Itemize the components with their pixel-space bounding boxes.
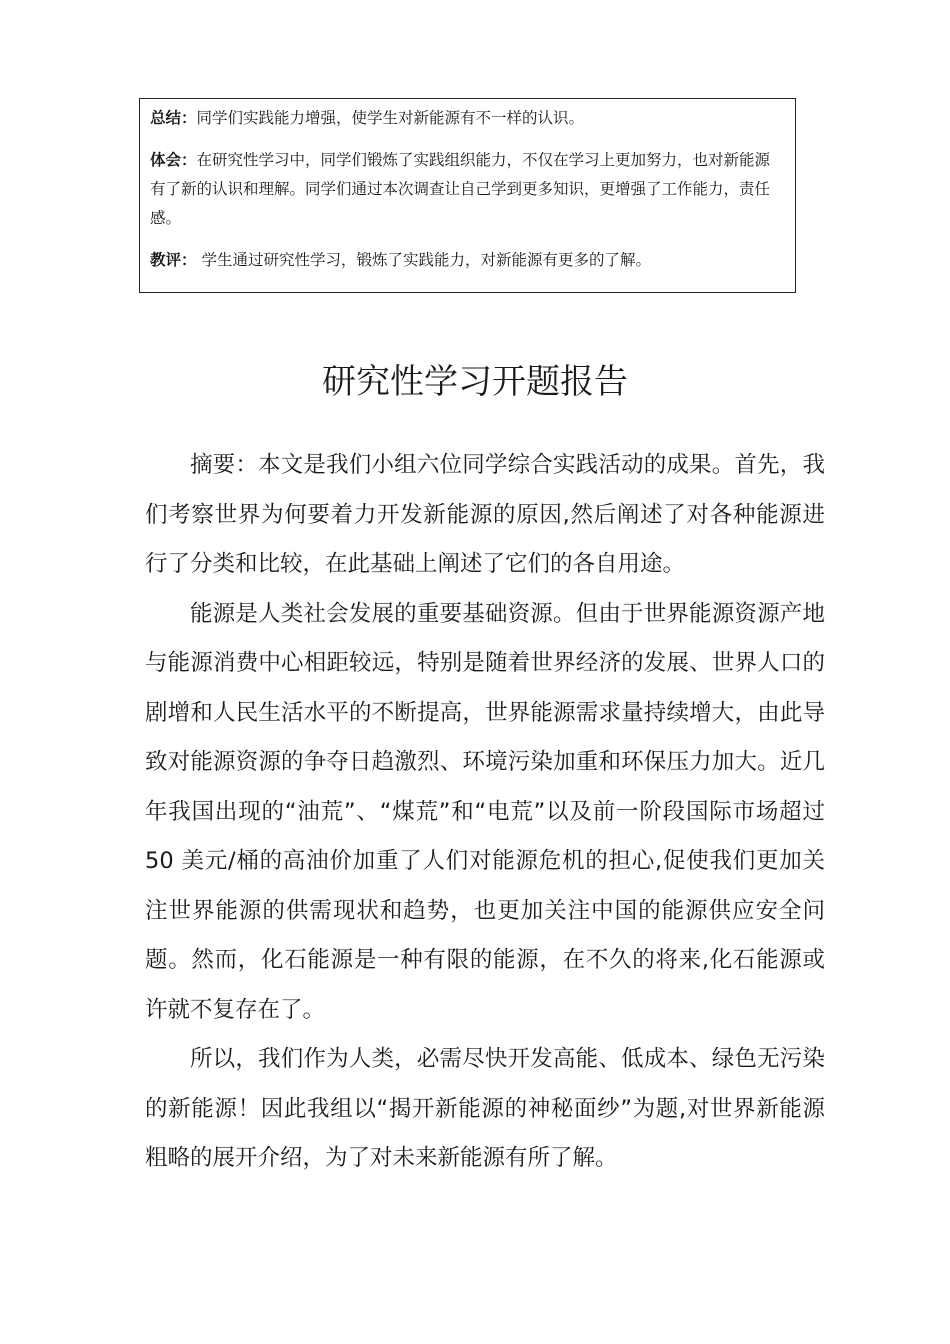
conclusion-label: 总结： bbox=[150, 109, 197, 127]
conclusion-line bbox=[150, 104, 785, 133]
document-title: 研究性学习开题报告 bbox=[322, 362, 628, 402]
conclusion-text: 同学们实践能力增强，使学生对新能源有不一样的认识。 bbox=[196, 109, 585, 127]
teacher-comment-line bbox=[150, 246, 785, 275]
summary-box bbox=[139, 98, 796, 293]
body-paragraph: 能源是人类社会发展的重要基础资源。但由于世界能源资源产地与能源消费中心相距较远，特别是随着世界经济的发展、世界人口的剧增和人民生活水平的不断提高，世界能源需求量持续增大，由此导致对能源资源的争夺日趋激烈、环境污染加重和环保压力加大。近几年我国出现的“油荒”、“煤荒”和“电荒”以及前一阶段国际市场超过 50 美元/桶的高油价加重了人们对能源危机的担心,促使我们更加关注世界能源的供需现状和趋势，也更加关注中国的能源供应安全问题。然而，化石能源是一种有限的能源，在不久的将来,化石能源或许就不复存在了。 bbox=[145, 600, 825, 1023]
body-paragraph: 所以，我们作为人类，必需尽快开发高能、低成本、绿色无污染的新能源！因此我组以“揭开新能源的神秘面纱”为题,对世界新能源粗略的展开介绍，为了对未来新能源有所了解。 bbox=[145, 1046, 825, 1171]
teacher-comment-label: 教评： bbox=[150, 251, 197, 269]
reflection-label: 体会： bbox=[150, 151, 197, 169]
reflection-line bbox=[150, 146, 785, 233]
document-body bbox=[145, 441, 825, 1184]
teacher-comment-text: 学生通过研究性学习，锻炼了实践能力，对新能源有更多的了解。 bbox=[196, 251, 651, 269]
abstract-paragraph: 摘要：本文是我们小组六位同学综合实践活动的成果。首先，我们考察世界为何要着力开发新能源的原因,然后阐述了对各种能源进行了分类和比较，在此基础上阐述了它们的各自用途。 bbox=[145, 452, 825, 577]
reflection-text: 在研究性学习中，同学们锻炼了实践组织能力，不仅在学习上更加努力，也对新能源有了新的认识和理解。同学们通过本次调查让自己学到更多知识，更增强了工作能力，责任感。 bbox=[150, 151, 771, 227]
